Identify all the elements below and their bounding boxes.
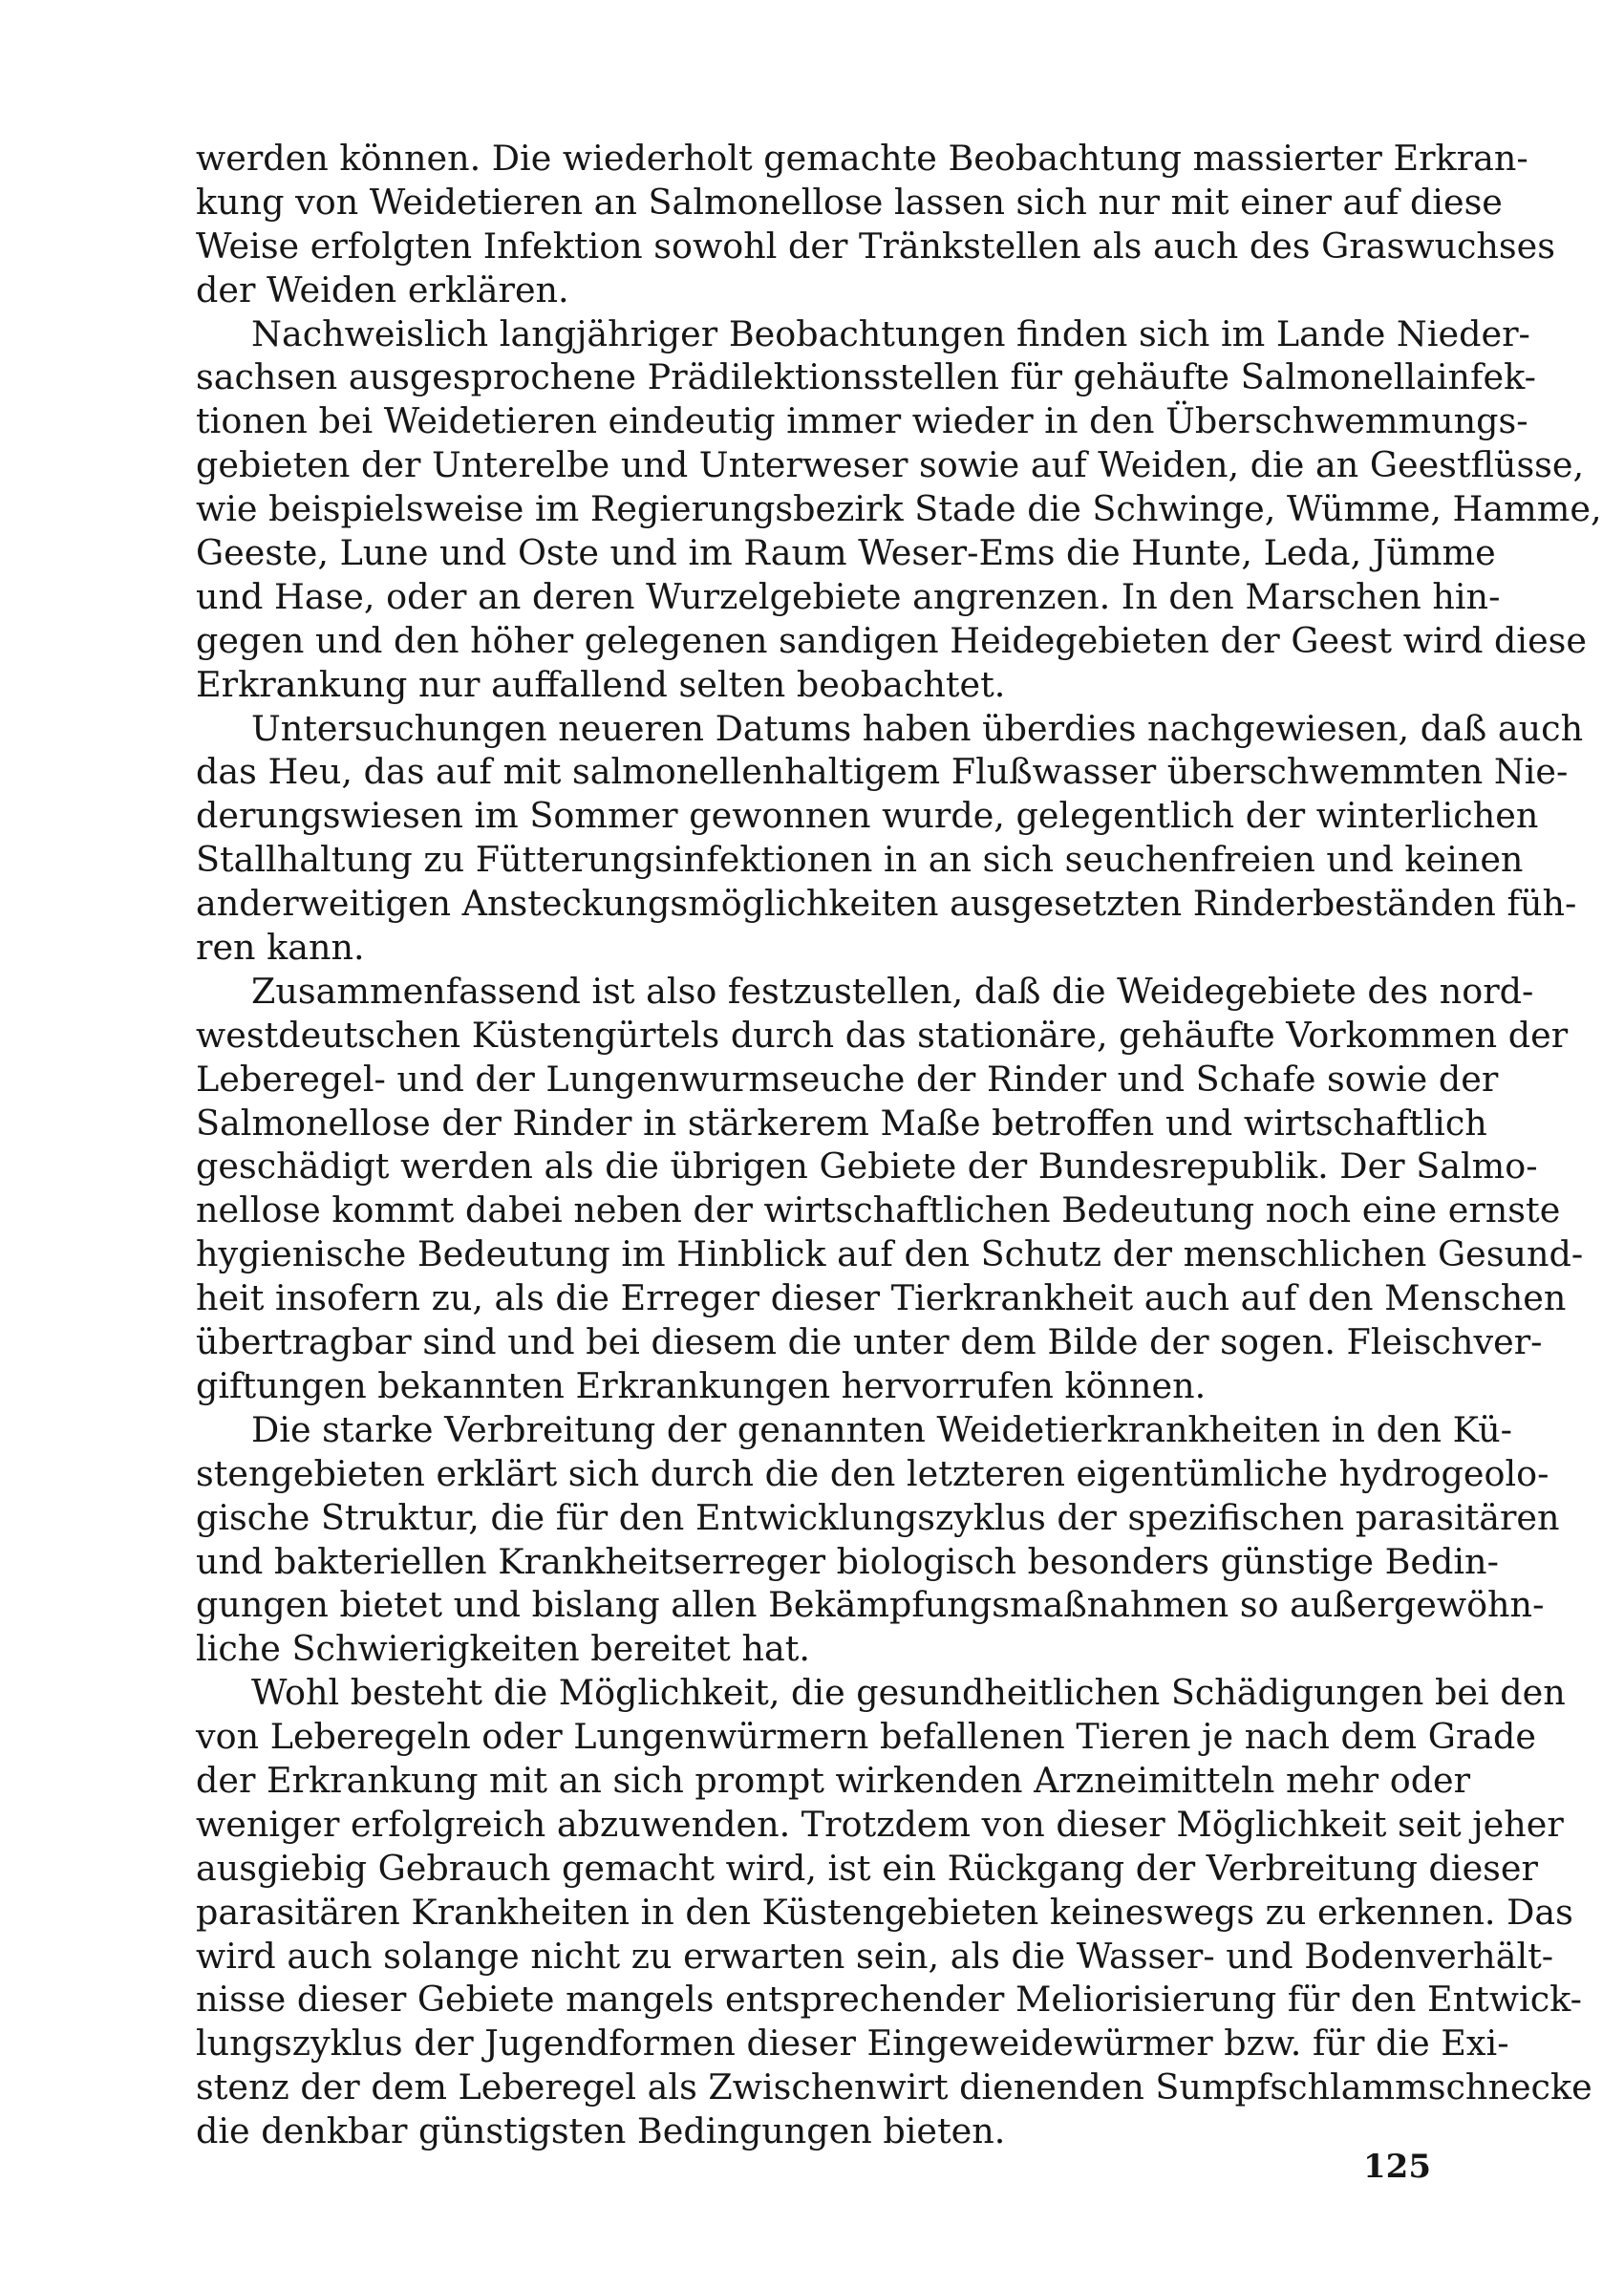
text-line: der Erkrankung mit an sich prompt wirkenden Arzneimitteln mehr oder — [196, 1759, 1471, 1801]
text-line: Stallhaltung zu Fütterungsinfektionen in an sich seuchenfreien und keinen — [196, 839, 1524, 881]
text-line: weniger erfolgreich abzuwenden. Trotzdem von dieser Möglichkeit seit jeher — [196, 1803, 1564, 1845]
text-line: nisse dieser Gebiete mangels entsprechender Meliorisierung für den Entwick- — [196, 1979, 1582, 2021]
text-line: hygienische Bedeutung im Hinblick auf den Schutz der menschlichen Gesund- — [196, 1233, 1584, 1275]
text-line: wie beispielsweise im Regierungsbezirk Stade die Schwinge, Wümme, Hamme, — [196, 488, 1602, 530]
text-line: geschädigt werden als die übrigen Gebiete der Bundesrepublik. Der Salmo- — [196, 1145, 1538, 1188]
text-line: Erkrankung nur auffallend selten beobachtet. — [196, 663, 1006, 705]
text-line: kung von Weidetieren an Salmonellose lassen sich nur mit einer auf diese — [196, 181, 1503, 223]
text-line: Wohl besteht die Möglichkeit, die gesundheitlichen Schädigungen bei den — [251, 1672, 1566, 1714]
text-line: Salmonellose der Rinder in stärkerem Maße betroffen und wirtschaftlich — [196, 1102, 1487, 1144]
text-line: liche Schwierigkeiten bereitet hat. — [196, 1628, 810, 1670]
text-line: ausgiebig Gebrauch gemacht wird, ist ein Rückgang der Verbreitung dieser — [196, 1847, 1538, 1889]
page-number: 125 — [1363, 2148, 1431, 2186]
text-line: stengebieten erklärt sich durch die den letzteren eigentümliche hydrogeolo- — [196, 1452, 1549, 1494]
body-text — [196, 137, 1602, 2153]
text-line: werden können. Die wiederholt gemachte Beobachtung massierter Erkran- — [196, 138, 1528, 179]
text-line: tionen bei Weidetieren eindeutig immer wieder in den Überschwemmungs- — [196, 400, 1528, 442]
paragraph-p3 — [196, 707, 1584, 970]
text-line: ren kann. — [196, 927, 365, 969]
text-line: und Hase, oder an deren Wurzelgebiete angrenzen. In den Marschen hin- — [196, 575, 1501, 617]
text-line: gebieten der Unterelbe und Unterweser sowie auf Weiden, die an Geestflüsse, — [196, 444, 1585, 486]
text-line: giftungen bekannten Erkrankungen hervorrufen können. — [196, 1364, 1207, 1406]
paragraph-p1 — [196, 137, 1555, 312]
paragraph-p2 — [196, 312, 1602, 707]
text-line: derungswiesen im Sommer gewonnen wurde, gelegentlich der winterlichen — [196, 795, 1539, 837]
text-line: gische Struktur, die für den Entwicklungszyklus der spezifischen parasitären — [196, 1496, 1560, 1538]
text-line: und bakteriellen Krankheitserreger biologisch besonders günstige Bedin- — [196, 1540, 1499, 1582]
text-line: heit insofern zu, als die Erreger dieser Tierkrankheit auch auf den Menschen — [196, 1277, 1567, 1319]
text-line: gungen bietet und bislang allen Bekämpfungsmaßnahmen so außergewöhn- — [196, 1584, 1545, 1626]
text-line: Untersuchungen neueren Datums haben überdies nachgewiesen, daß auch — [251, 707, 1584, 749]
text-line: die denkbar günstigsten Bedingungen bieten. — [196, 2110, 1006, 2152]
text-line: Weise erfolgten Infektion sowohl der Tränkstellen als auch des Graswuchses — [196, 225, 1555, 267]
text-line: parasitären Krankheiten in den Küstengebieten keineswegs zu erkennen. Das — [196, 1891, 1573, 1933]
text-line: das Heu, das auf mit salmonellenhaltigem Flußwasser überschwemmten Nie- — [196, 751, 1569, 793]
text-line: der Weiden erklären. — [196, 268, 569, 310]
paragraph-p5 — [196, 1408, 1560, 1671]
text-line: Nachweislich langjähriger Beobachtungen finden sich im Lande Nieder- — [251, 312, 1530, 354]
text-line: stenz der dem Leberegel als Zwischenwirt dienenden Sumpfschlammschnecke — [196, 2066, 1592, 2108]
text-line: Die starke Verbreitung der genannten Weidetierkrankheiten in den Kü- — [251, 1408, 1512, 1450]
text-line: Leberegel- und der Lungenwurmseuche der Rinder und Schafe sowie der — [196, 1058, 1499, 1100]
text-line: wird auch solange nicht zu erwarten sein, als die Wasser- und Bodenverhält- — [196, 1935, 1554, 1977]
paragraph-p4 — [196, 970, 1584, 1408]
text-line: Geeste, Lune und Oste und im Raum Weser-Ems die Hunte, Leda, Jümme — [196, 532, 1496, 574]
text-line: gegen und den höher gelegenen sandigen Heidegebieten der Geest wird diese — [196, 619, 1588, 661]
text-line: von Leberegeln oder Lungenwürmern befallenen Tieren je nach dem Grade — [196, 1716, 1537, 1758]
text-line: lungszyklus der Jugendformen dieser Eingeweidewürmer bzw. für die Exi- — [196, 2022, 1509, 2065]
text-line: westdeutschen Küstengürtels durch das stationäre, gehäufte Vorkommen der — [196, 1014, 1569, 1056]
text-line: übertragbar sind und bei diesem die unter dem Bilde der sogen. Fleischver- — [196, 1321, 1543, 1363]
text-line: sachsen ausgesprochene Prädilektionsstellen für gehäufte Salmonellainfek- — [196, 356, 1536, 398]
text-line: nellose kommt dabei neben der wirtschaftlichen Bedeutung noch eine ernste — [196, 1189, 1561, 1231]
paragraph-p6 — [196, 1671, 1592, 2153]
text-line: anderweitigen Ansteckungsmöglichkeiten ausgesetzten Rinderbeständen füh- — [196, 883, 1577, 925]
text-line: Zusammenfassend ist also festzustellen, daß die Weidegebiete des nord- — [251, 970, 1534, 1012]
